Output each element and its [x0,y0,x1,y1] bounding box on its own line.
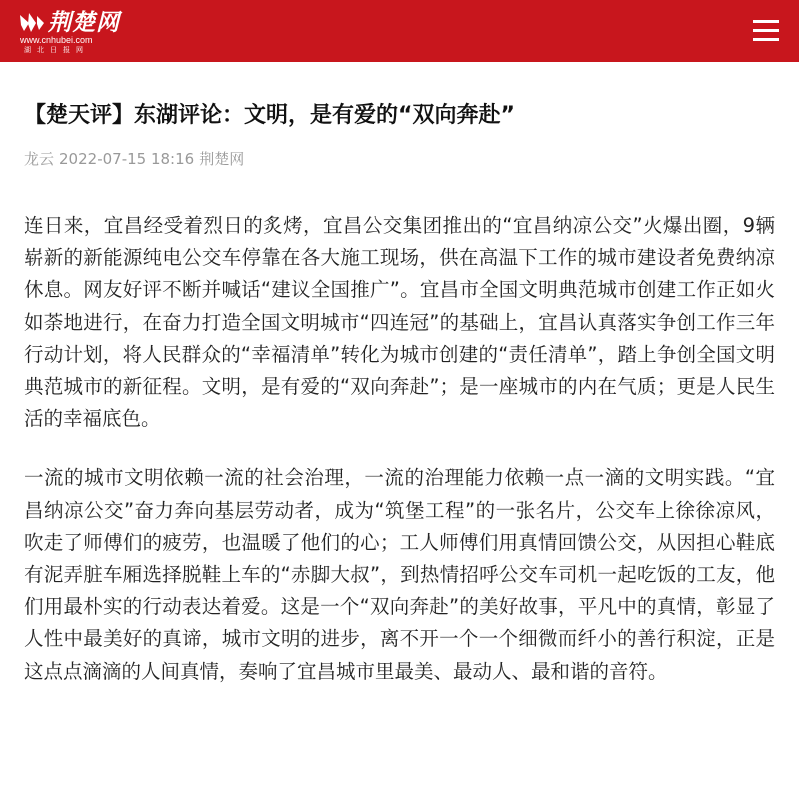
article-date: 2022-07-15 18:16 [59,150,195,168]
menu-bar [753,38,779,41]
article-paragraph: 一流的城市文明依赖一流的社会治理，一流的治理能力依赖一点一滴的文明实践。“宜昌纳凉公交”奋力奔向基层劳动者，成为“筑堡工程”的一张名片，公交车上徐徐凉风，吹走了师傅们的疲劳，也温暖了他们的心；工人师傅们用真情回馈公交，从因担心鞋底有泥弄脏车厢选择脱鞋上车的“赤脚大叔”，到热情招呼公交车司机一起吃饭的工友，他们用最朴实的行动表达着爱。这是一个“双向奔赴”的美好故事，平凡中的真情，彰显了人性中最美好的真谛，城市文明的进步，离不开一个一个细微而纤小的善行积淀，正是这点点滴滴的人间真情，奏响了宜昌城市里最美、最动人、最和谐的音符。 [24,466,775,683]
hamburger-menu-icon[interactable] [753,20,779,42]
article-source[interactable]: 荆楚网 [199,150,245,168]
menu-bar [753,20,779,23]
menu-bar [753,29,779,32]
article [0,100,799,688]
logo-subtitle: 湖北日报网 [24,46,89,54]
article-body [24,210,775,688]
logo-url: www.cnhubei.com [20,35,93,45]
article-paragraph: 连日来，宜昌经受着烈日的炙烤，宜昌公交集团推出的“宜昌纳凉公交”火爆出圈，9辆崭新的新能源纯电公交车停靠在各大施工现场，供在高温下工作的城市建设者免费纳凉休息。网友好评不断并喊话“建议全国推广”。宜昌市全国文明典范城市创建工作正如火如荼地进行，在奋力打造全国文明城市“四连冠”的基础上，宜昌认真落实争创工作三年行动计划，将人民群众的“幸福清单”转化为城市创建的“责任清单”，踏上争创全国文明典范城市的新征程。文明，是有爱的“双向奔赴”；是一座城市的内在气质；更是人民生活的幸福底色。 [24,214,775,431]
logo-text: 荆楚网 [48,9,120,36]
article-meta [24,149,775,169]
article-author: 龙云 [24,150,55,168]
site-header [0,0,799,62]
site-logo[interactable] [18,9,118,55]
article-title: 【楚天评】东湖评论：文明，是有爱的“双向奔赴” [24,103,515,128]
logo-emblem-icon [18,11,48,35]
